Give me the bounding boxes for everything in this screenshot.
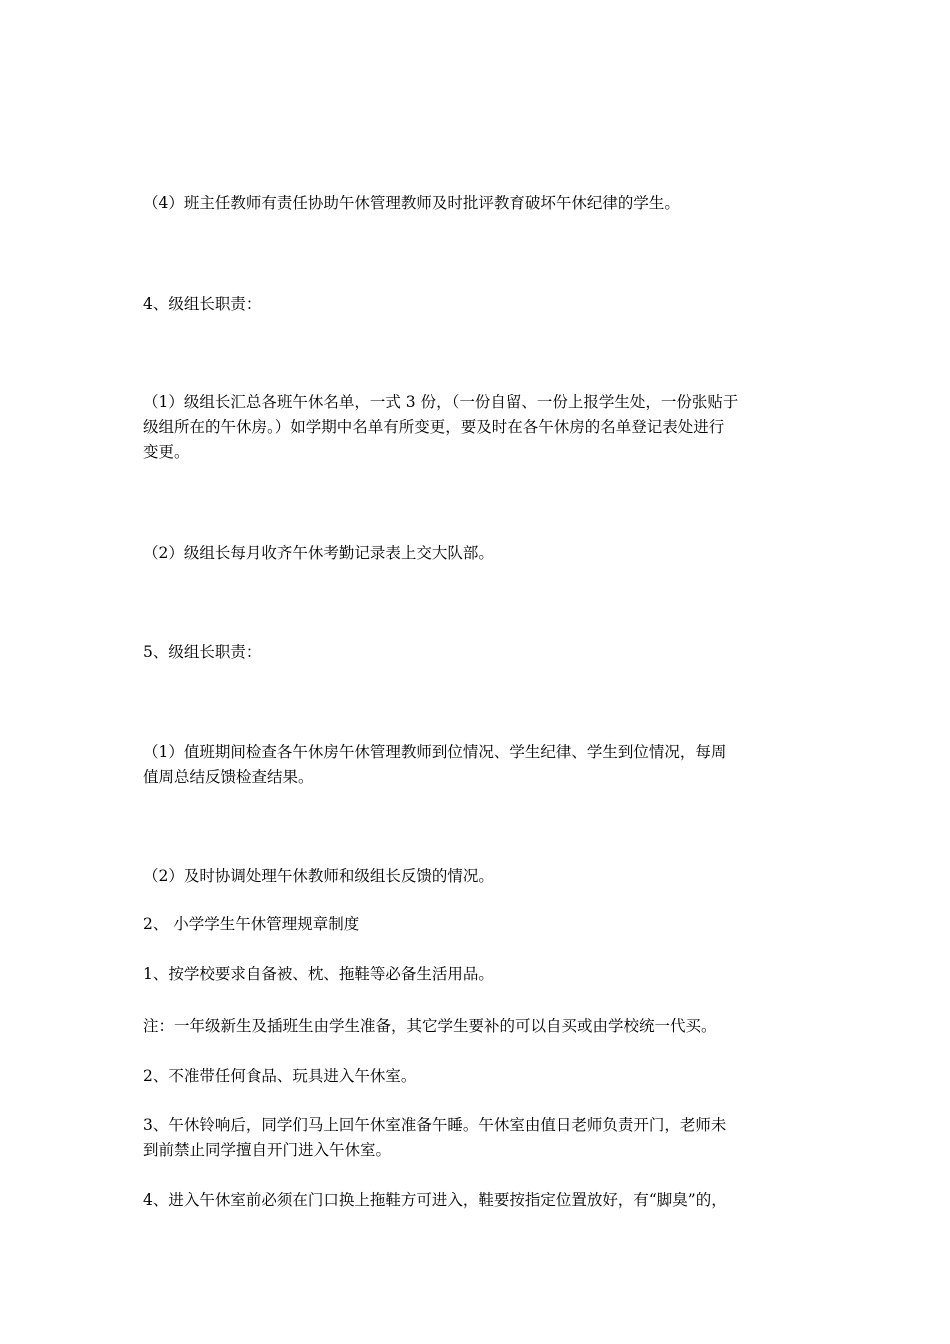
section-heading-rules: 2、 小学学生午休管理规章制度 xyxy=(143,915,360,933)
heading-grade-leader-duties-2: 5、级组长职责： xyxy=(143,643,262,661)
paragraph-class-teacher-duty: （4）班主任教师有责任协助午休管理教师及时批评教育破坏午休纪律的学生。 xyxy=(143,194,680,212)
heading-grade-leader-duties: 4、级组长职责： xyxy=(143,295,262,313)
rule-item-4: 4、进入午休室前必须在门口换上拖鞋方可进入，鞋要按指定位置放好，有“脚臭”的， xyxy=(143,1191,727,1209)
paragraph-grade-leader-list-line-2: 级组所在的午休房。）如学期中名单有所变更，要及时在各午休房的名单登记表处进行 xyxy=(143,418,725,436)
rule-note: 注：一年级新生及插班生由学生准备，其它学生要补的可以自买或由学校统一代买。 xyxy=(143,1017,717,1035)
paragraph-attendance-record: （2）级组长每月收齐午休考勤记录表上交大队部。 xyxy=(143,544,494,562)
paragraph-coordination: （2）及时协调处理午休教师和级组长反馈的情况。 xyxy=(143,867,494,885)
rule-item-3-line-1: 3、午休铃响后，同学们马上回午休室准备午睡。午休室由值日老师负责开门，老师未 xyxy=(143,1116,727,1134)
rule-item-3-line-2: 到前禁止同学擅自开门进入午休室。 xyxy=(143,1141,392,1159)
rule-item-2: 2、不准带任何食品、玩具进入午休室。 xyxy=(143,1067,417,1085)
paragraph-duty-inspection-line-1: （1）值班期间检查各午休房午休管理教师到位情况、学生纪律、学生到位情况，每周 xyxy=(143,743,727,761)
paragraph-duty-inspection-line-2: 值周总结反馈检查结果。 xyxy=(143,768,314,786)
paragraph-grade-leader-list-line-1: （1）级组长汇总各班午休名单，一式 3 份，（一份自留、一份上报学生处，一份张贴于 xyxy=(143,393,739,411)
paragraph-grade-leader-list-line-3: 变更。 xyxy=(143,443,190,461)
rule-item-1: 1、按学校要求自备被、枕、拖鞋等必备生活用品。 xyxy=(143,965,494,983)
